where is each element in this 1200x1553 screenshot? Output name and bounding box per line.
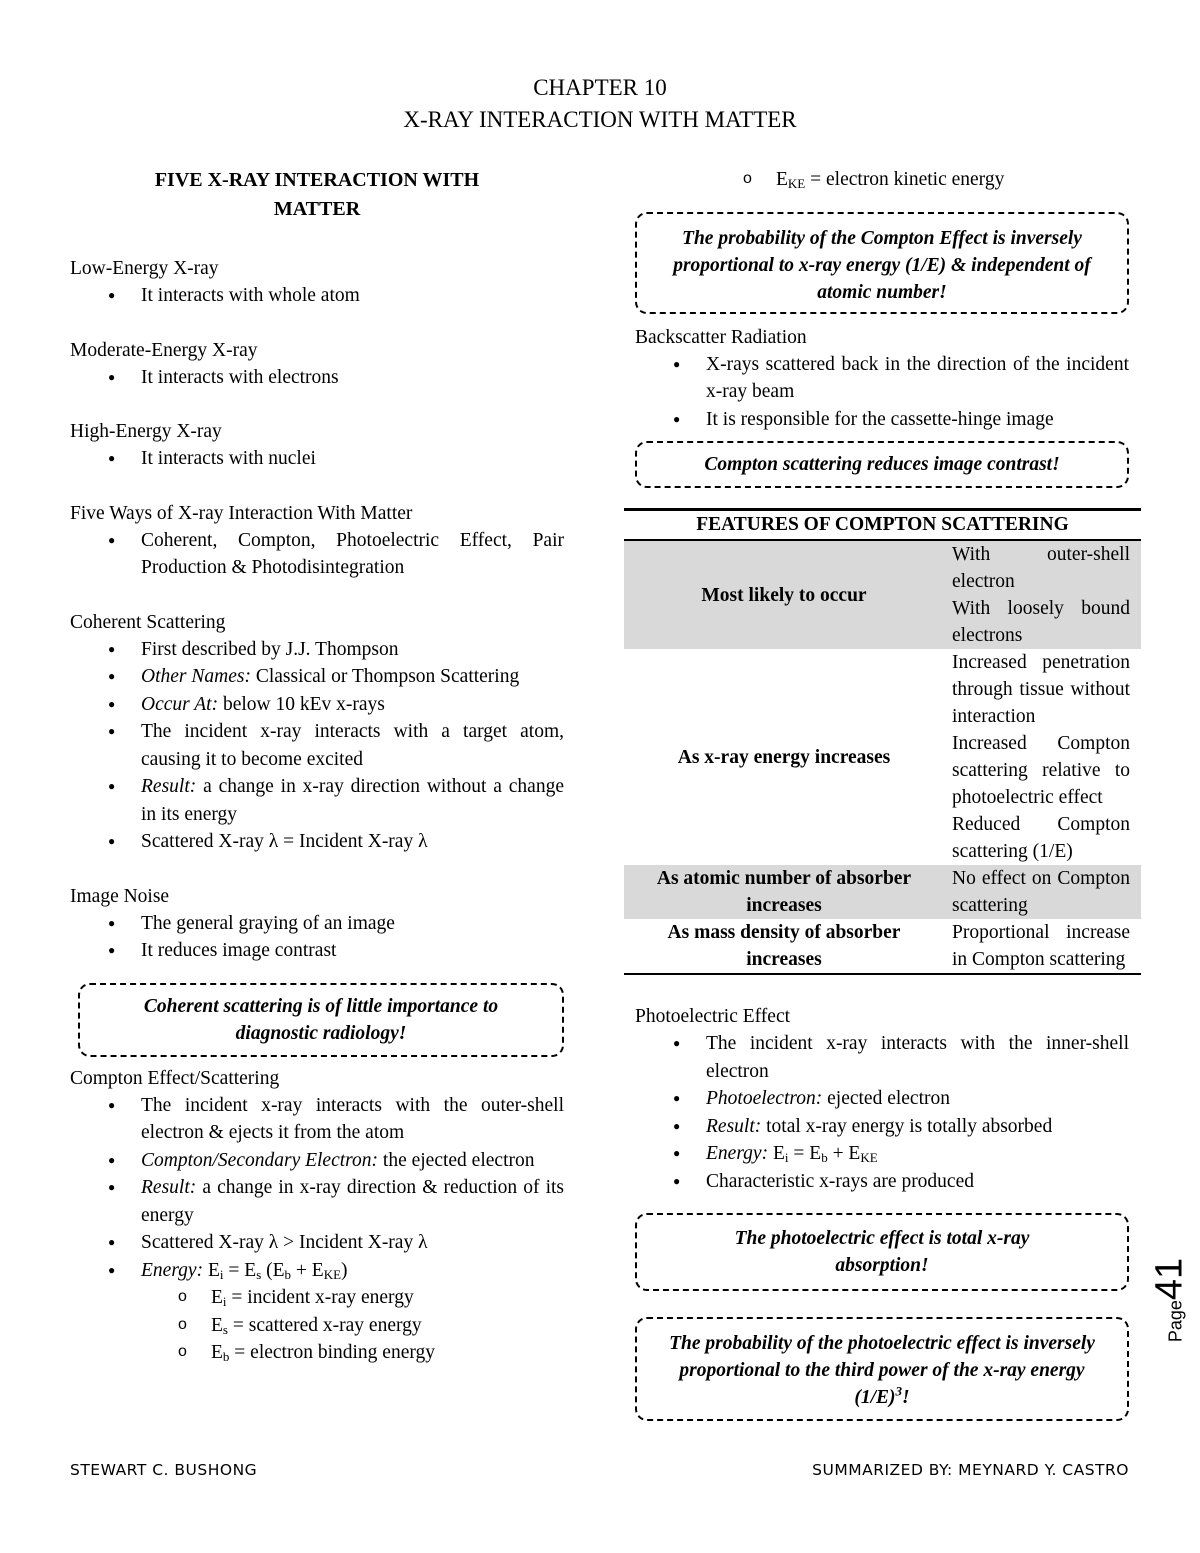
high-energy-title: High-Energy X-ray — [70, 421, 222, 442]
section-heading-line1: FIVE X-RAY INTERACTION WITH — [154, 169, 480, 191]
list-item — [635, 1085, 1129, 1113]
page-number-value: 41 — [1148, 1257, 1191, 1301]
left-column — [70, 166, 564, 1367]
value-line: Increased penetration through tissue without interaction — [952, 652, 1130, 727]
table-row-key: As mass density of absorber increases — [624, 919, 944, 974]
table-row-key: As x-ray energy increases — [677, 746, 891, 768]
list-item: ● Characteristic x-rays are produced — [635, 1168, 1129, 1196]
page-number — [1150, 1250, 1190, 1350]
five-ways-list — [70, 527, 564, 582]
value-line: Reduced Compton scattering (1/E) — [952, 814, 1130, 862]
item-label: Energy: — [141, 1259, 204, 1281]
table-row — [624, 865, 1141, 919]
compton-title: Compton Effect/Scattering — [70, 1067, 280, 1089]
item-label: Compton/Secondary Electron: — [141, 1149, 379, 1171]
image-noise-list — [70, 910, 564, 965]
photoelectric-list — [635, 1030, 1129, 1195]
compton-energy-equation: ● Energy: $E_i = E_s$ $(E_b + E_{KE})$ — [70, 1257, 564, 1285]
callout-photoelectric-probability: The probability of the photoelectric effect is inversely proportional to the third power of the x-ray energy $(1/E)^3$! — [635, 1317, 1129, 1421]
section-heading-line2: MATTER — [273, 198, 361, 220]
list-item: ● It reduces image contrast — [70, 937, 564, 965]
list-item: ● Scattered X-ray λ = Incident X-ray λ — [70, 828, 564, 856]
value-line: Proportional increase in Compton scattering — [952, 922, 1130, 970]
item-label: Other Names: — [141, 666, 251, 687]
low-energy-list — [70, 282, 564, 310]
table-row-value — [944, 649, 1141, 865]
backscatter-title: Backscatter Radiation — [635, 326, 807, 348]
table-row-value — [944, 865, 1141, 919]
list-item: ● The general graying of an image — [70, 910, 564, 938]
high-energy-list — [70, 445, 564, 473]
chapter-title: X-RAY INTERACTION WITH MATTER — [403, 107, 797, 132]
list-item: ● The incident x-ray interacts with the inner-shell electron — [635, 1030, 1129, 1085]
list-item — [70, 773, 564, 828]
chapter-number: CHAPTER 10 — [533, 75, 667, 100]
moderate-energy-list — [70, 364, 564, 392]
list-item: o $E_b$ = electron binding energy — [70, 1339, 564, 1367]
footer-author: STEWART C. BUSHONG — [70, 1461, 258, 1479]
coherent-list — [70, 636, 564, 856]
value-line: No effect on Compton scattering — [952, 868, 1130, 916]
list-item: ● Coherent, Compton, Photoelectric Effect, Pair Production & Photodisintegration — [70, 527, 564, 582]
item-text: below 10 kEv x-rays — [218, 693, 385, 715]
compton-features-table — [624, 508, 1141, 975]
value-line: Increased Compton scattering relative to photoelectric effect — [952, 733, 1130, 808]
photoelectric-title: Photoelectric Effect — [635, 1006, 791, 1027]
list-item: ● The incident x-ray interacts with the outer-shell electron & ejects it from the atom — [70, 1092, 564, 1147]
callout-compton-probability: The probability of the Compton Effect is inversely proportional to x-ray energy (1/E) & independent of atomic number! — [635, 212, 1129, 314]
table-row-value — [944, 540, 1141, 649]
list-item — [70, 691, 564, 719]
list-item: o $E_i$ = incident x-ray energy — [70, 1284, 564, 1312]
item-text: a change in x-ray direction without a change in its energy — [141, 776, 564, 825]
list-item — [70, 1147, 564, 1175]
list-item — [635, 1113, 1129, 1141]
item-text: a change in x-ray direction & reduction of its energy — [141, 1177, 564, 1226]
page-word: Page — [1165, 1300, 1186, 1343]
photoelectric-energy-equation: ● Energy: $E_i = E_b + E_{KE}$ — [635, 1140, 1129, 1168]
list-item — [70, 1174, 564, 1229]
table-row-key: Most likely to occur — [624, 540, 944, 649]
table-row — [624, 540, 1141, 649]
low-energy-title: Low-Energy X-ray — [70, 258, 219, 279]
list-item: ● Scattered X-ray λ > Incident X-ray λ — [70, 1229, 564, 1257]
table-row — [624, 649, 1141, 865]
list-item: ● First described by J.J. Thompson — [70, 636, 564, 664]
list-item: o $E_{KE}$ = electron kinetic energy — [635, 166, 1129, 194]
list-item: ● It is responsible for the cassette-hinge image — [635, 406, 1129, 434]
item-text: total x-ray energy is totally absorbed — [761, 1115, 1053, 1137]
footer-summarizer: SUMMARIZED BY: MEYNARD Y. CASTRO — [812, 1461, 1129, 1479]
list-item: ● The incident x-ray interacts with a target atom, causing it to become excited — [70, 718, 564, 773]
list-item: ● It interacts with whole atom — [70, 282, 564, 310]
item-label: Energy: — [706, 1143, 769, 1164]
table-row-key: As atomic number of absorber increases — [624, 865, 944, 919]
compton-energy-terms — [70, 1284, 564, 1367]
table-header: FEATURES OF COMPTON SCATTERING — [624, 510, 1141, 541]
table-row-value — [944, 919, 1141, 974]
five-ways-title: Five Ways of X-ray Interaction With Matter — [70, 502, 413, 524]
compton-list — [70, 1092, 564, 1285]
item-label: Result: — [141, 776, 197, 797]
backscatter-list — [635, 351, 1129, 434]
list-item — [70, 663, 564, 691]
item-text: Classical or Thompson Scattering — [250, 666, 520, 687]
item-label: Result: — [141, 1177, 197, 1198]
value-line: With outer-shell electron — [952, 544, 1130, 592]
compton-energy-terms-continued — [635, 166, 1129, 194]
item-text: ejected electron — [822, 1088, 950, 1109]
item-label: Occur At: — [141, 693, 219, 715]
item-label: Photoelectron: — [706, 1088, 823, 1109]
callout-coherent: Coherent scattering is of little importance to diagnostic radiology! — [78, 983, 564, 1057]
list-item: o $E_s$ = scattered x-ray energy — [70, 1312, 564, 1340]
image-noise-title: Image Noise — [70, 885, 170, 907]
item-label: Result: — [706, 1115, 762, 1137]
callout-image-contrast: Compton scattering reduces image contrast! — [635, 441, 1129, 488]
table-row — [624, 919, 1141, 974]
moderate-energy-title: Moderate-Energy X-ray — [70, 339, 258, 361]
list-item: ● X-rays scattered back in the direction of the incident x-ray beam — [635, 351, 1129, 406]
value-line: With loosely bound electrons — [952, 598, 1130, 646]
callout-total-absorption: The photoelectric effect is total x-ray absorption! — [635, 1213, 1129, 1291]
coherent-title: Coherent Scattering — [70, 611, 226, 633]
list-item: ● It interacts with electrons — [70, 364, 564, 392]
right-column — [635, 166, 1129, 1421]
section-heading — [70, 166, 564, 224]
list-item: ● It interacts with nuclei — [70, 445, 564, 473]
item-text: the ejected electron — [378, 1149, 535, 1171]
